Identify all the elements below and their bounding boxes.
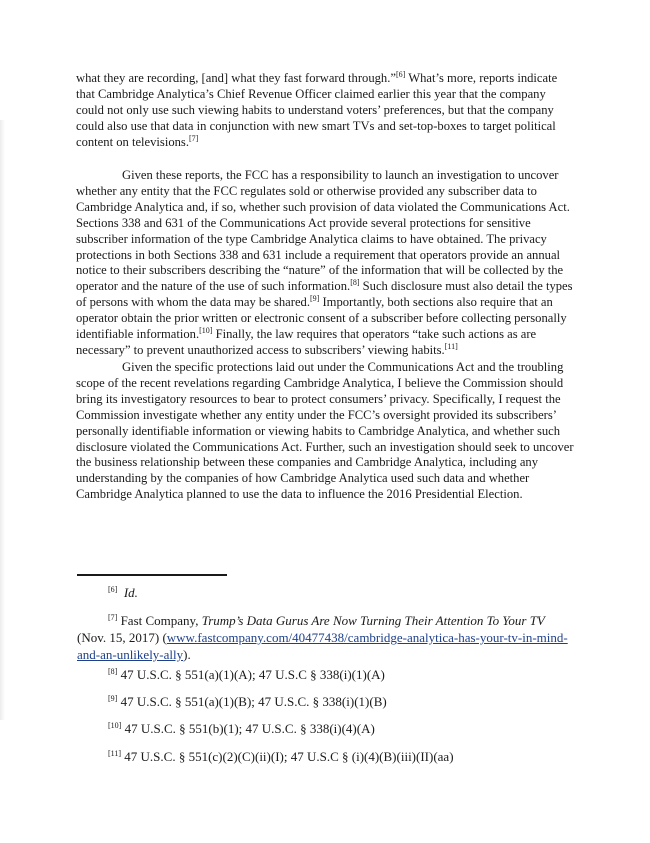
footnote-11-text: 47 U.S.C. § 551(c)(2)(C)(ii)(I); 47 U.S.C § (i)(4)(B)(iii)(II)(aa)	[121, 749, 454, 764]
footnote-ref-7: [7]	[188, 133, 199, 143]
footnote-11	[108, 748, 578, 765]
paragraph-3-text: Given the specific protections laid out under the Communications Act and the troubling scope of the recent revelations regarding Cambridge Analytica, I believe the Commission should bring its investigatory resources to bear to protect consumers’ privacy. Specifically, I request the Commission investigate whether any entity under the FCC’s oversight provided its subscribers’ personally identifiable information or viewing habits to Cambridge Analytica, and whether such disclosure violated the Communications Act. Further, such an investigation should seek to uncover the business relationship between these companies and Cambridge Analytica, including any understanding by the companies of how Cambridge Analytica used such data and whether Cambridge Analytica planned to use the data to influence the 2016 Presidential Election.	[76, 360, 574, 502]
footnote-8-text: 47 U.S.C. § 551(a)(1)(A); 47 U.S.C § 338(i)(1)(A)	[117, 667, 385, 682]
paragraph-3	[76, 360, 576, 503]
footnote-ref-10: [10]	[199, 326, 213, 336]
footnote-9-mark: [9]	[108, 694, 118, 703]
footnote-7	[77, 612, 577, 663]
footnote-7-source: Fast Company,	[117, 613, 202, 628]
footnote-ref-11: [11]	[444, 341, 458, 351]
footnote-7-mark: [7]	[108, 613, 118, 622]
footnote-ref-6: [6]	[395, 70, 406, 79]
paragraph-2-text-a: Given these reports, the FCC has a responsibility to launch an investigation to uncover whether any entity that the FCC regulates sold or otherwise provided any subscriber data to Cambridge Analytica and, if so, whether such provision of data violated the Communications Act. Sections 338 and 631 of the Communications Act provide several protections for sensitive subscriber information of the type Cambridge Analytica claims to have obtained. The privacy protections in both Sections 338 and 631 include a requirement that operators provide an annual notice to their subscribers describing the “nature” of the information that will be collected by the operator and the nature of the use of such information.	[76, 168, 570, 294]
footnote-ref-8: [8]	[350, 278, 360, 288]
footnote-ref-9: [9]	[309, 294, 320, 304]
footnote-10-text: 47 U.S.C. § 551(b)(1); 47 U.S.C. § 338(i)(4)(A)	[121, 721, 375, 736]
scan-edge-shadow	[0, 120, 5, 720]
footnote-9	[108, 693, 578, 710]
paragraph-1-text-b: What’s more, reports indicate that Cambridge Analytica’s Chief Revenue Officer claimed earlier this year that the company could not only use such viewing habits to understand voters’ preferences, but that the company could also use that data in conjunction with new smart TVs and set-top-boxes to target political content on televisions.	[76, 71, 558, 149]
paragraph-2-text-d: Finally, the law requires that operators “take such actions as are necessary” to prevent unauthorized access to subscribers’ viewing habits.	[76, 327, 537, 357]
footnote-8-mark: [8]	[108, 667, 118, 676]
footnote-10	[108, 720, 578, 737]
footnote-9-text: 47 U.S.C. § 551(a)(1)(B); 47 U.S.C. § 338(i)(1)(B)	[117, 694, 387, 709]
paragraph-2-text-c: Importantly, both sections also require that an operator obtain the prior written or electronic consent of a subscriber before collecting personally identifiable information.	[76, 295, 567, 342]
footnote-8	[108, 666, 578, 683]
footnote-6-text: Id.	[123, 585, 138, 600]
footnote-7-title: Trump’s Data Gurus Are Now Turning Their Attention To Your TV	[201, 613, 545, 628]
footnote-10-mark: [10]	[108, 721, 122, 730]
footnote-11-mark: [11]	[108, 749, 122, 758]
paragraph-2	[76, 168, 576, 359]
footnote-7-close: ).	[183, 647, 191, 662]
footnote-6	[108, 584, 578, 601]
paragraph-1-text-a: what they are recording, [and] what they fast forward through.”	[76, 71, 396, 85]
paragraph-2-text-b: Such disclosure must also detail the types of persons with whom the data may be shared.	[76, 279, 573, 310]
footnote-separator	[77, 574, 227, 576]
paragraph-1	[76, 71, 576, 151]
footnote-6-mark: [6]	[108, 585, 118, 594]
footnote-7-link[interactable]: www.fastcompany.com/40477438/cambridge-analytica-has-your-tv-in-mind-and-an-unlikely-ally	[77, 630, 568, 662]
footnote-7-date: (Nov. 15, 2017) (	[77, 630, 167, 645]
